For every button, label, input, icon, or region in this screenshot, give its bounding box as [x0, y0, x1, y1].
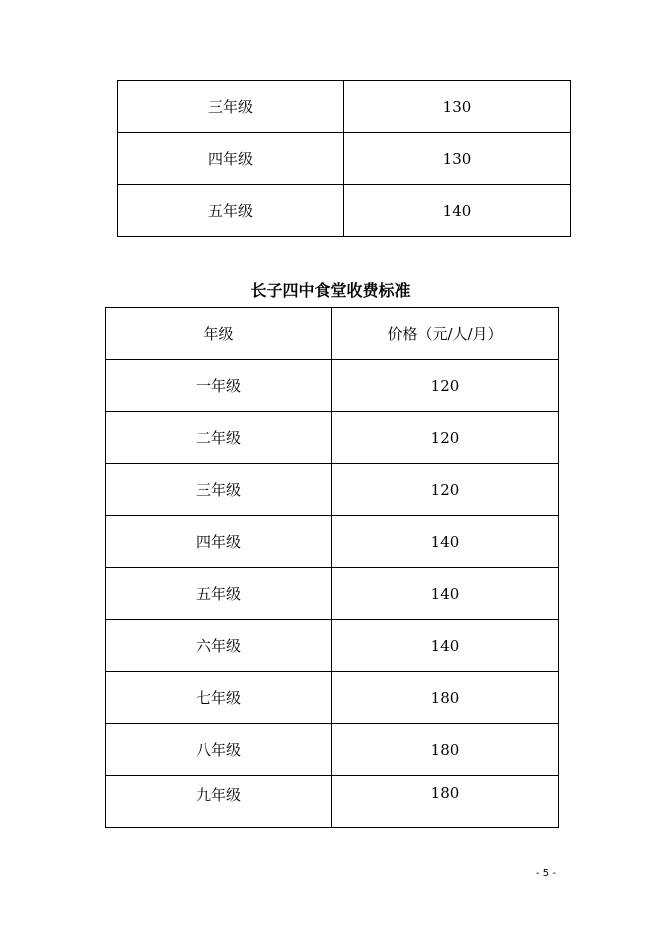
price-cell: 180: [332, 776, 559, 828]
grade-cell: 二年级: [106, 412, 332, 464]
grade-cell: 三年级: [118, 81, 344, 133]
table-row: [106, 724, 559, 776]
table-row: [106, 672, 559, 724]
grade-cell: 一年级: [106, 360, 332, 412]
price-cell: 140: [344, 185, 571, 237]
price-cell: 120: [332, 360, 559, 412]
price-column-header: 价格（元/人/月）: [332, 308, 559, 360]
table-title: 长子四中食堂收费标准: [250, 281, 411, 300]
table-row: [106, 464, 559, 516]
table-row: [106, 620, 559, 672]
price-cell: 130: [344, 81, 571, 133]
table-header-row: [106, 308, 559, 360]
table-row: [106, 516, 559, 568]
table-row: [106, 776, 559, 828]
grade-cell: 五年级: [106, 568, 332, 620]
price-cell: 140: [332, 516, 559, 568]
grade-cell: 五年级: [118, 185, 344, 237]
table-row: [106, 412, 559, 464]
table-row: [118, 81, 571, 133]
price-cell: 180: [332, 724, 559, 776]
price-cell: 120: [332, 464, 559, 516]
grade-cell: 三年级: [106, 464, 332, 516]
table-row: [106, 568, 559, 620]
price-cell: 140: [332, 620, 559, 672]
price-cell: 180: [332, 672, 559, 724]
fee-table-continued: [117, 80, 571, 237]
grade-cell: 四年级: [118, 133, 344, 185]
canteen-fee-table: [105, 307, 559, 828]
table-row: [118, 185, 571, 237]
grade-cell: 八年级: [106, 724, 332, 776]
price-cell: 130: [344, 133, 571, 185]
page-number: - 5 -: [536, 868, 556, 879]
grade-cell: 六年级: [106, 620, 332, 672]
grade-cell: 七年级: [106, 672, 332, 724]
grade-column-header: 年级: [106, 308, 332, 360]
table-row: [118, 133, 571, 185]
price-cell: 120: [332, 412, 559, 464]
price-cell: 140: [332, 568, 559, 620]
grade-cell: 九年级: [106, 776, 332, 828]
grade-cell: 四年级: [106, 516, 332, 568]
table-row: [106, 360, 559, 412]
